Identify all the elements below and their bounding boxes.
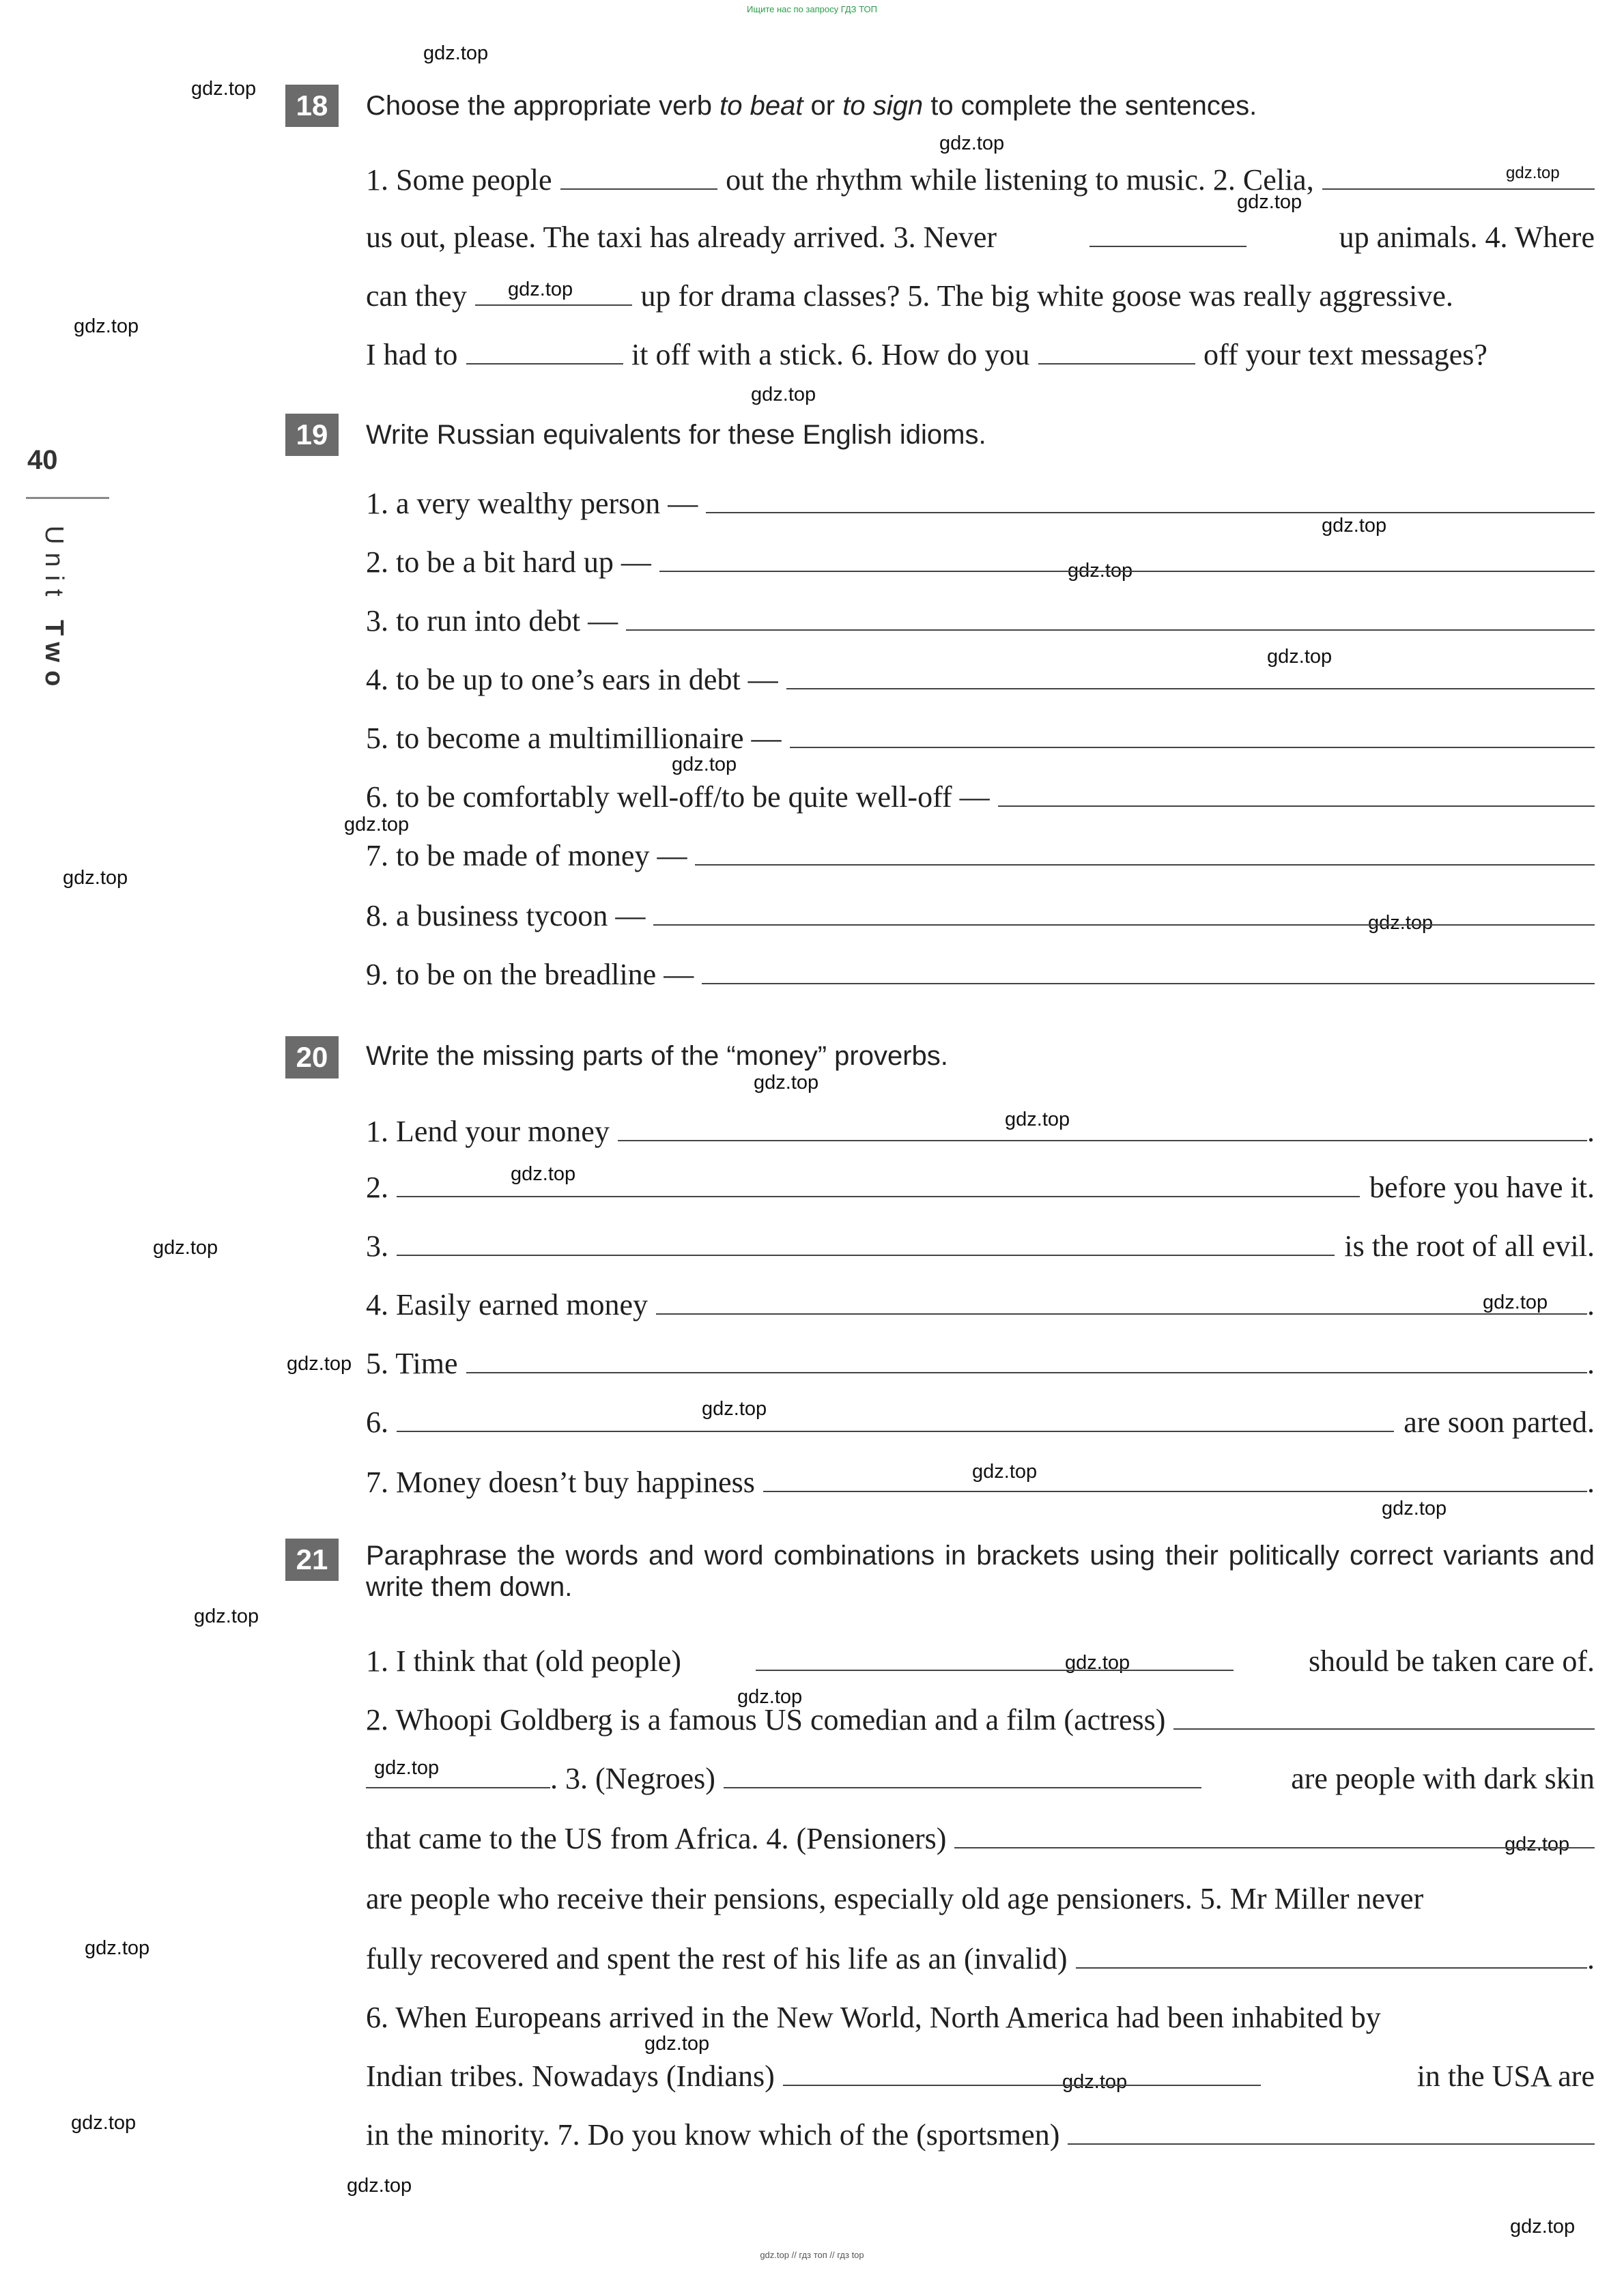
watermark: gdz.top	[1506, 164, 1560, 182]
verb-to-sign: to sign	[842, 91, 924, 121]
ex18-line	[366, 334, 1595, 375]
title-text: to complete the sentences.	[923, 91, 1257, 121]
answer-line[interactable]	[695, 840, 1595, 866]
ex21-line	[366, 1700, 1595, 1741]
ex20-item	[366, 1226, 1595, 1267]
sentence-text: up animals. 4. Where	[1339, 220, 1595, 254]
watermark: gdz.top	[347, 2175, 412, 2197]
ex19-item	[366, 542, 1595, 583]
ex19-item	[366, 718, 1595, 759]
ex21-line	[366, 1879, 1595, 1919]
sentence-text: 1. I think that (old people)	[366, 1644, 681, 1678]
sentence-text: Indian tribes. Nowadays (Indians)	[366, 2059, 775, 2093]
idiom-text: 7. to be made of money —	[366, 839, 687, 872]
bottom-banner: gdz.top // гдз топ // гдз top	[760, 2250, 864, 2260]
sentence-text: in the USA are	[1416, 2059, 1595, 2093]
sentence-text: .	[1587, 1942, 1595, 1975]
exercise-20-number: 20	[285, 1036, 339, 1079]
watermark: gdz.top	[1510, 2216, 1576, 2238]
answer-line[interactable]	[998, 781, 1595, 807]
watermark: gdz.top	[191, 78, 257, 100]
proverb-end: .	[1587, 1466, 1595, 1499]
ex19-item	[366, 777, 1595, 818]
ex21-line	[366, 1641, 1595, 1682]
sentence-text: in the minority. 7. Do you know which of the (sportsmen)	[366, 2118, 1060, 2152]
sentence-text: are people who receive their pensions, especially old age pensioners. 5. Mr Miller never	[366, 1882, 1424, 1915]
watermark: gdz.top	[1068, 560, 1133, 582]
answer-line[interactable]	[618, 1115, 1587, 1141]
exercise-19-title: Write Russian equivalents for these English idioms.	[366, 420, 986, 450]
answer-blank[interactable]	[1089, 221, 1247, 247]
idiom-text: 1. a very wealthy person —	[366, 487, 698, 520]
answer-line[interactable]	[786, 663, 1595, 689]
idiom-text: 9. to be on the breadline —	[366, 958, 694, 991]
exercise-18-number: 18	[285, 85, 339, 127]
ex21-line	[366, 2056, 1595, 2097]
ex19-item	[366, 896, 1595, 937]
proverb-start: 2.	[366, 1171, 388, 1204]
sentence-text: out the rhythm while listening to music. 2. Celia,	[726, 163, 1314, 197]
watermark: gdz.top	[972, 1461, 1038, 1483]
answer-line[interactable]	[659, 546, 1595, 572]
idiom-text: 3. to run into debt —	[366, 604, 618, 638]
watermark: gdz.top	[153, 1237, 218, 1259]
sentence-text: can they	[366, 279, 467, 313]
answer-blank[interactable]	[756, 1645, 1234, 1671]
proverb-start: 5. Time	[366, 1347, 458, 1380]
ex21-line	[366, 1758, 1595, 1799]
answer-line[interactable]	[626, 605, 1595, 631]
exercise-21-number: 21	[285, 1539, 339, 1581]
answer-line[interactable]	[702, 958, 1595, 984]
answer-blank[interactable]	[724, 1762, 1201, 1788]
watermark: gdz.top	[344, 814, 410, 835]
answer-blank[interactable]	[1038, 339, 1195, 365]
ex20-item	[366, 1285, 1595, 1326]
title-text: or	[803, 91, 843, 121]
exercise-20-title: Write the missing parts of the “money” proverbs.	[366, 1041, 948, 1071]
watermark: gdz.top	[508, 278, 573, 300]
watermark: gdz.top	[1267, 646, 1333, 668]
sentence-text: that came to the US from Africa. 4. (Pensioners)	[366, 1822, 947, 1855]
sentence-text: 6. When Europeans arrived in the New World, North America had been inhabited by	[366, 2001, 1381, 2034]
sentence-text: should be taken care of.	[1308, 1644, 1595, 1678]
answer-line[interactable]	[706, 487, 1595, 513]
side-divider	[26, 497, 109, 499]
unit-label	[39, 526, 68, 694]
answer-blank[interactable]	[1076, 1943, 1587, 1969]
answer-blank[interactable]	[783, 2060, 1261, 2086]
watermark: gdz.top	[1005, 1109, 1070, 1130]
answer-blank[interactable]	[366, 1762, 550, 1788]
watermark: gdz.top	[1237, 191, 1302, 213]
sentence-text: 2. Whoopi Goldberg is a famous US comedian and a film (actress)	[366, 1703, 1166, 1737]
answer-blank[interactable]	[954, 1823, 1595, 1848]
sentence-text: up for drama classes? 5. The big white goose was really aggressive.	[640, 279, 1453, 313]
proverb-end: is the root of all evil.	[1344, 1229, 1595, 1263]
proverb-end: are soon parted.	[1404, 1405, 1595, 1439]
watermark: gdz.top	[71, 2112, 137, 2134]
watermark: gdz.top	[1382, 1498, 1447, 1519]
watermark: gdz.top	[939, 132, 1005, 154]
ex19-item	[366, 659, 1595, 700]
answer-line[interactable]	[466, 1347, 1587, 1373]
watermark: gdz.top	[751, 384, 816, 405]
answer-blank[interactable]	[1173, 1704, 1595, 1730]
answer-blank[interactable]	[466, 339, 623, 365]
watermark: gdz.top	[1368, 912, 1434, 934]
ex19-item	[366, 483, 1595, 524]
answer-line[interactable]	[653, 900, 1595, 926]
ex19-item	[366, 954, 1595, 995]
answer-line[interactable]	[790, 722, 1595, 748]
watermark: gdz.top	[1322, 515, 1387, 537]
top-banner: Ищите нас по запросу ГДЗ ТОП	[747, 4, 877, 14]
watermark: gdz.top	[74, 315, 139, 337]
ex20-item	[366, 1111, 1595, 1152]
idiom-text: 4. to be up to one’s ears in debt —	[366, 663, 778, 696]
watermark: gdz.top	[754, 1072, 819, 1094]
ex20-item	[366, 1402, 1595, 1443]
proverb-end: before you have it.	[1369, 1171, 1595, 1204]
ex21-line	[366, 1939, 1595, 1980]
ex18-line	[366, 276, 1595, 317]
answer-line[interactable]	[397, 1406, 1394, 1432]
watermark: gdz.top	[737, 1686, 803, 1708]
proverb-start: 7. Money doesn’t buy happiness	[366, 1466, 755, 1499]
idiom-text: 2. to be a bit hard up —	[366, 545, 651, 579]
sentence-text: . 3. (Negroes)	[550, 1762, 715, 1795]
proverb-end: .	[1587, 1347, 1595, 1380]
watermark: gdz.top	[85, 1937, 150, 1959]
ex21-line	[366, 2115, 1595, 2156]
verb-to-beat: to beat	[720, 91, 803, 121]
ex20-item	[366, 1462, 1595, 1503]
proverb-start: 1. Lend your money	[366, 1115, 610, 1148]
answer-line[interactable]	[763, 1466, 1587, 1492]
ex19-item	[366, 601, 1595, 642]
sentence-text: are people with dark skin	[1291, 1762, 1595, 1795]
ex21-line	[366, 1818, 1595, 1859]
idiom-text: 6. to be comfortably well-off/to be quite well-off —	[366, 780, 990, 814]
unit-word: Unit	[40, 526, 68, 605]
watermark: gdz.top	[1065, 1652, 1130, 1674]
sentence-text: I had to	[366, 338, 458, 371]
answer-line[interactable]	[397, 1230, 1335, 1256]
sentence-text: 1. Some people	[366, 163, 552, 197]
watermark: gdz.top	[1505, 1833, 1570, 1855]
watermark: gdz.top	[511, 1163, 576, 1185]
watermark: gdz.top	[287, 1353, 352, 1375]
exercise-21-title: Paraphrase the words and word combinations in brackets using their politically correct variants and write them down.	[366, 1541, 1595, 1602]
exercise-18-title	[366, 90, 1257, 122]
answer-blank[interactable]	[1068, 2119, 1595, 2145]
watermark: gdz.top	[423, 42, 489, 64]
watermark: gdz.top	[644, 2033, 710, 2055]
sentence-text: us out, please. The taxi has already arrived. 3. Never	[366, 220, 997, 254]
watermark: gdz.top	[63, 867, 128, 889]
title-text: Choose the appropriate verb	[366, 91, 720, 121]
watermark: gdz.top	[1483, 1291, 1548, 1313]
proverb-start: 3.	[366, 1229, 388, 1263]
watermark: gdz.top	[672, 754, 737, 775]
proverb-start: 6.	[366, 1405, 388, 1439]
answer-line[interactable]	[656, 1289, 1587, 1315]
proverb-end: .	[1587, 1288, 1595, 1322]
ex20-item	[366, 1167, 1595, 1208]
answer-blank[interactable]	[560, 164, 717, 190]
ex18-line	[366, 160, 1595, 201]
watermark: gdz.top	[702, 1398, 767, 1420]
sentence-text: it off with a stick. 6. How do you	[631, 338, 1030, 371]
answer-line[interactable]	[397, 1171, 1360, 1197]
page-number: 40	[27, 445, 58, 475]
answer-blank[interactable]	[1322, 164, 1595, 190]
idiom-text: 8. a business tycoon —	[366, 899, 646, 932]
answer-blank[interactable]	[475, 280, 632, 306]
idiom-text: 5. to become a multimillionaire —	[366, 722, 782, 755]
watermark: gdz.top	[1062, 2071, 1128, 2093]
unit-number-word: Two	[40, 620, 68, 695]
ex18-line	[366, 217, 1595, 258]
sentence-text: fully recovered and spent the rest of his life as an (invalid)	[366, 1942, 1068, 1975]
ex19-item	[366, 835, 1595, 876]
watermark: gdz.top	[374, 1757, 440, 1779]
sentence-text: off your text messages?	[1203, 338, 1487, 371]
ex21-line	[366, 1997, 1595, 2038]
proverb-start: 4. Easily earned money	[366, 1288, 648, 1322]
ex20-item	[366, 1343, 1595, 1384]
exercise-19-number: 19	[285, 414, 339, 456]
watermark: gdz.top	[194, 1605, 259, 1627]
proverb-end: .	[1587, 1115, 1595, 1148]
